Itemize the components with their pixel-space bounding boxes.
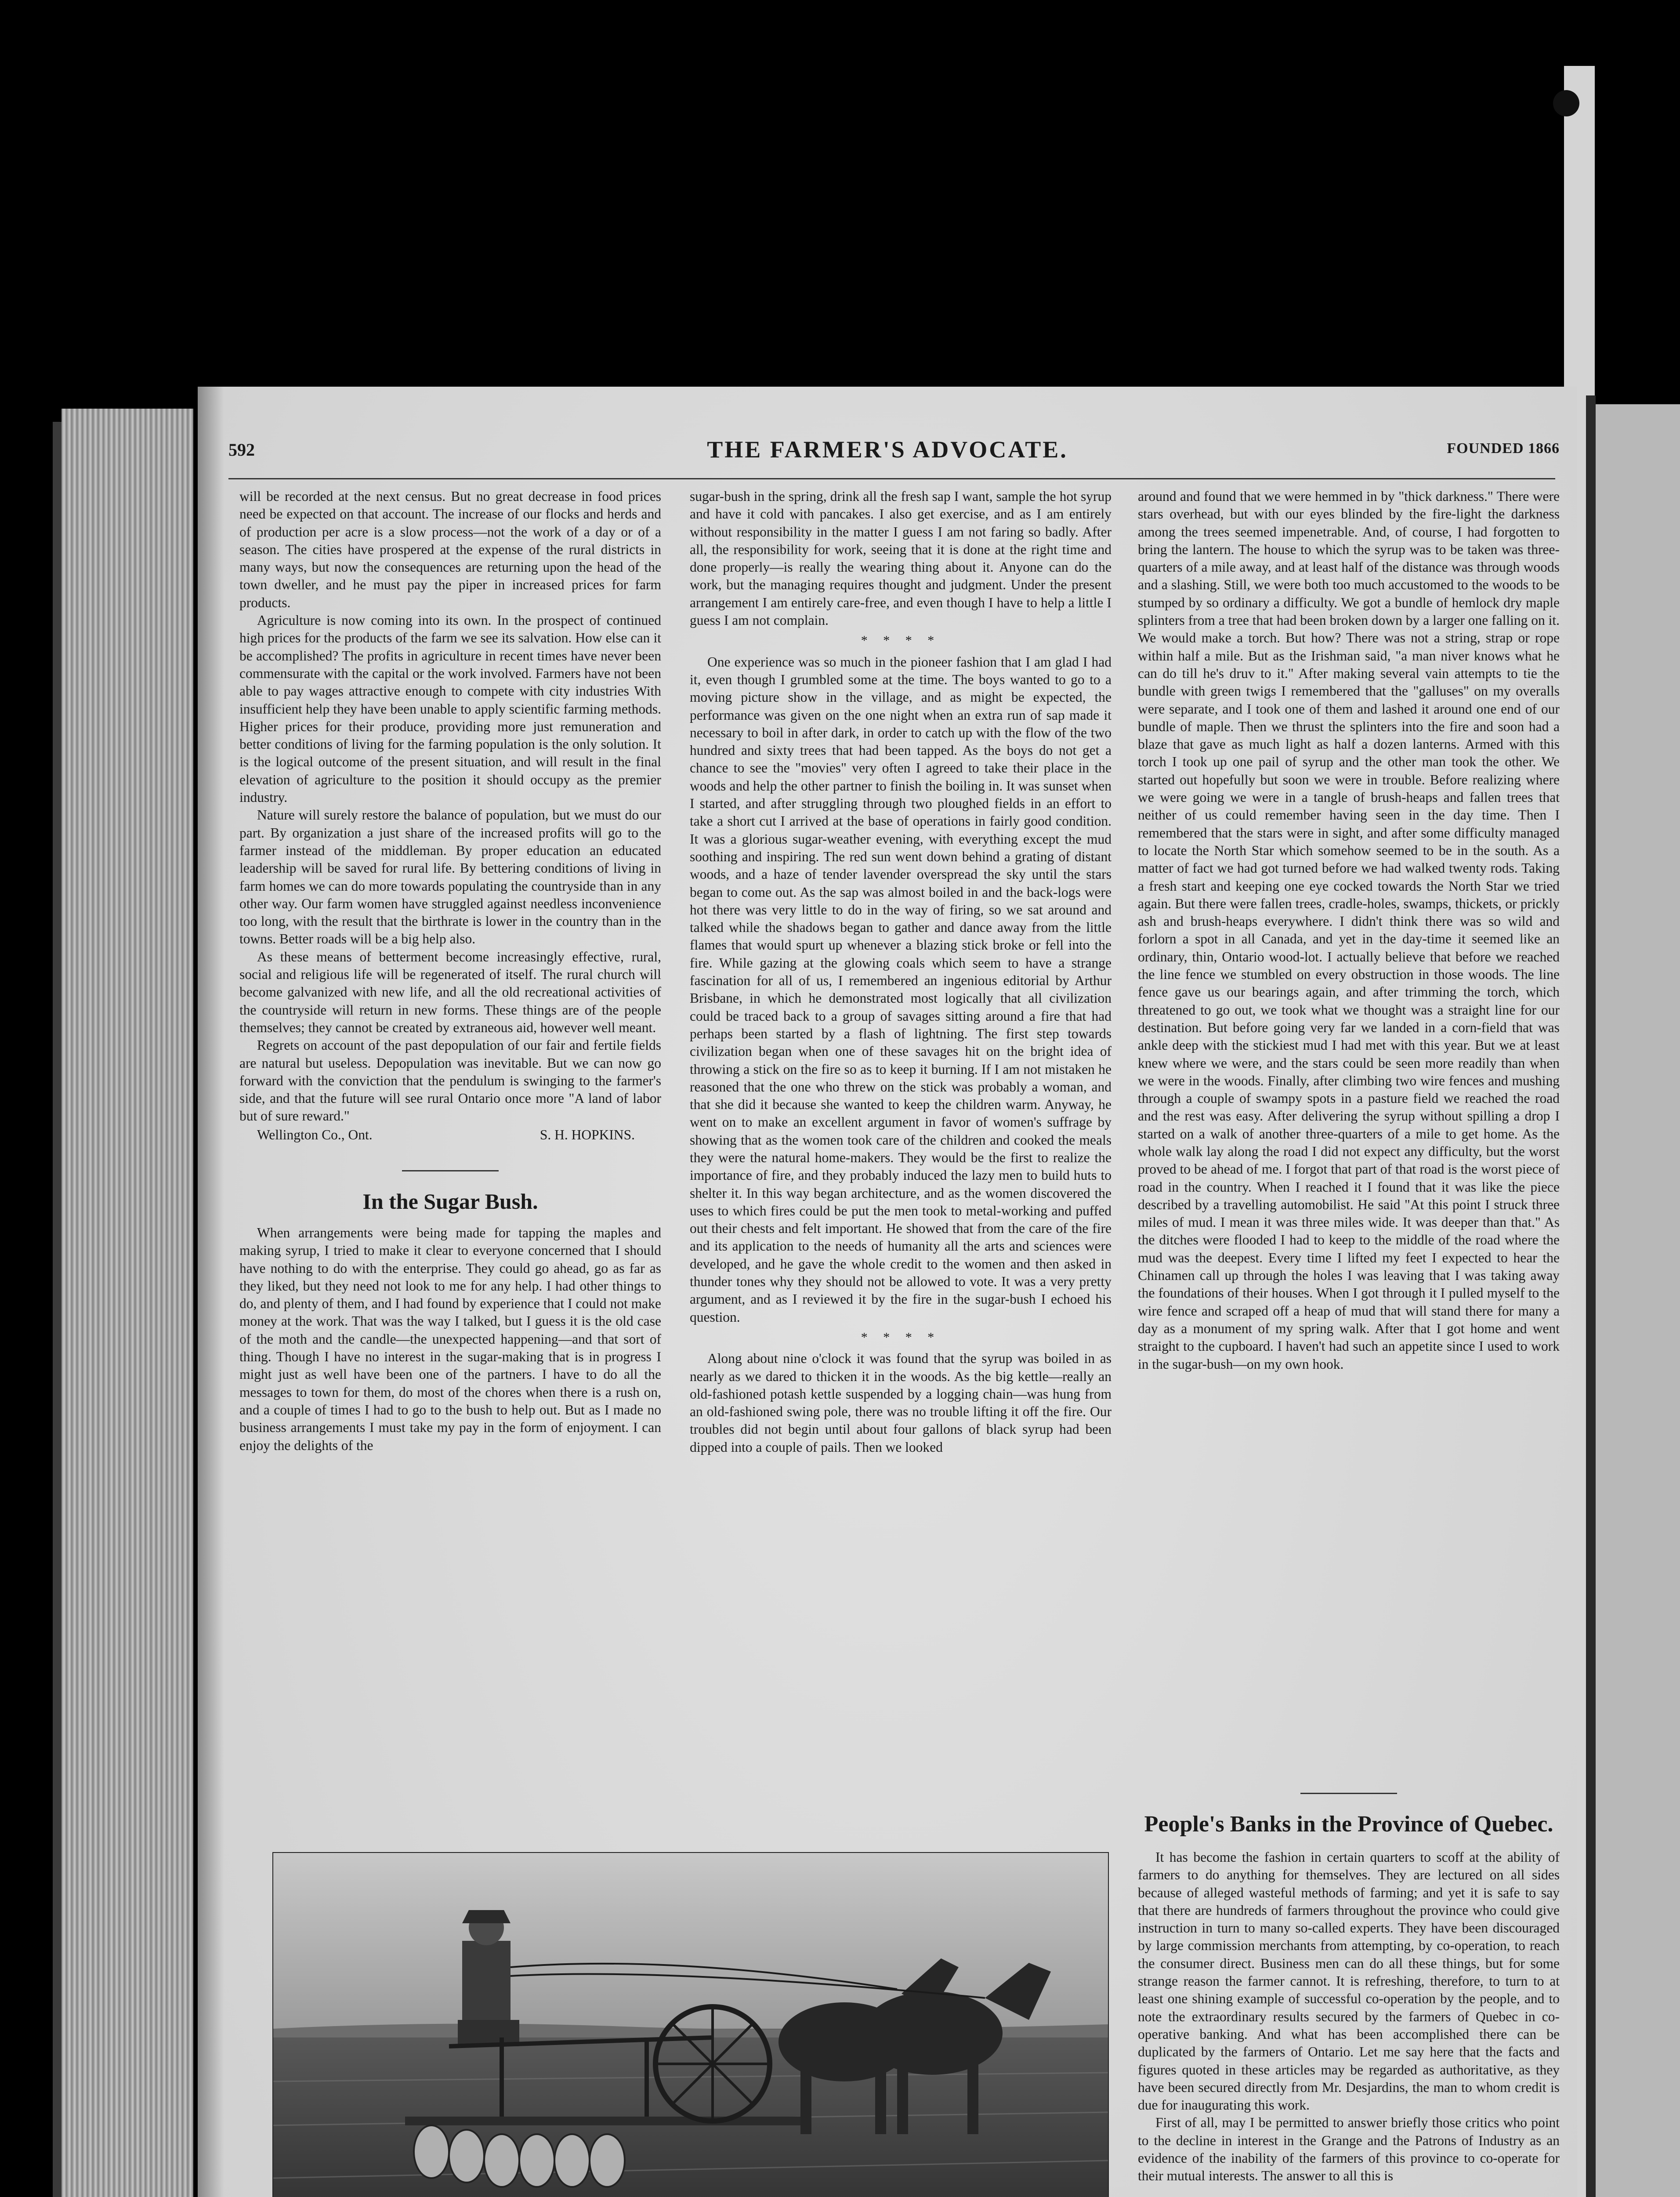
binding-shadow	[198, 387, 224, 2197]
paragraph: When arrangements were being made for tapping the maples and making syrup, I tried to make it clear to everyone concerned that I should have nothing to do with the enterprise. They could go ahead, go as far as they liked, but they need not look to me for any help. I had other things to do, and plenty of them, and I had found by experience that I could not make money at the work. That was the way I talked, but I guess it is the old case of the moth and the candle—the unexpected happening—and that sort of thing. Though I have no interest in the sugar-making that is in progress I might just as well have been one of the partners. I have to do all the messages to town for them, do most of the chores when there is a rush on, and a couple of times I had to go to the bush to help out. But as I made no business arrangements I must take my pay in the form of enjoyment. I can enjoy the delights of the	[239, 1225, 661, 1453]
header-rule	[228, 478, 1555, 479]
article-title-sugar-bush: In the Sugar Bush.	[362, 1189, 538, 1214]
page-number: 592	[228, 440, 255, 460]
paragraph: will be recorded at the next census. But no great decrease in food prices need be expected on that account. The increase of our flocks and herds and of production per acre is a slow process—not the work of a day or of a season. The cities have prospered at the expense of the rural districts in many ways, but now the consequences are returning upon the head of the town dweller, and he must pay the piper in increased prices for farm products.	[239, 489, 661, 610]
section-break: * * * *	[861, 1330, 941, 1345]
paragraph: Regrets on account of the past depopulation of our fair and fertile fields are natural but useless. Depopulation was inevitable. But we can now go forward with the conviction that the pendulum is swinging to the farmer's side, and that the future will see rural Ontario once more "A land of labor but of sure reward."	[239, 1037, 661, 1124]
byline-author: S. H. HOPKINS.	[539, 1127, 635, 1142]
paragraph: around and found that we were hemmed in by "thick darkness." There were stars overhead, but with our eyes blinded by the fire-light the darkness among the trees seemed impenetrable. And, of course, I had forgotten to bring the lantern. The house to which the syrup was to be taken was three-quarters of a mile away, and at least half of the distance was through woods and a slashing. Still, we were both too much accustomed to the woods to be stumped by so ordinary a difficulty. We got a bundle of hemlock dry maple splinters from a tree that had been broken down by a larger one falling on it. We would make a torch. But how? There was not a string, strap or rope within half a mile. But as the Irishman said, "a man niver knows what he can do till he's druv to it." After making several vain attempts to tie the bundle with green twigs I remembered that the "galluses" on my overalls were separate, and I took one of them and lashed it around one end of our bundle of maple. Then we thrust the splinters into the fire and soon had a blaze that gave as much light as half a dozen lanterns. Armed with this torch I took up one pail of syrup and the other man took the other. We started out hopefully but soon we were in trouble. Before realizing where we were going we were in a tangle of brush-heaps and fallen trees that neither of us could remember having seen in the day time. Then I remembered that the stars were in sight, and after some difficulty managed to locate the North Star which somehow seemed to be in the south. As a matter of fact we had got turned before we had walked twenty rods. Taking a fresh start and keeping one eye cocked towards the North Star we tried again. But there were fallen trees, cradle-holes, swamps, thickets, or prickly ash and brush-heaps everywhere. I didn't think there was so wild and forlorn a spot in all Canada, and yet in the day-time it seemed like an ordinary, thin, Ontario wood-lot. I actually believe that before we reached the line fence we stumbled on every obstruction in those woods. The line fence gave us our bearings again, and after trimming the torch, which threatened to go out, we took what we thought was a straight line for our destination. But before going very far we landed in a corn-field that was ankle deep with the stickiest mud I had met with this year. But we at least knew where we were, and the stars could be seen more readily than when we were in the woods. Finally, after climbing two wire fences and mushing through a couple of swampy spots in a pasture field we reached the road and the rest was easy. After delivering the syrup without spilling a drop I started on a walk of another three-quarters of a mile to get home. As the whole walk lay along the road I did not expect any difficulty, but the worst proved to be ahead of me. I forgot that part of that road is the worst piece of road in the country. When I reached it I found that it was like the piece described by a travelling automobilist. He said "At this point I struck three miles of mud. I mean it was three miles wide. It was deeper than that." As the ditches were flooded I had to keep to the middle of the road where the mud was the deepest. Every time I lifted my feet I expected to hear the Chinamen call up through the holes I was leaving that I was taking away the foundations of their houses. When I got through it I pulled myself to the wire fence and scraped off a heap of mud that will stand there for many a day as a monument of my spring walk. After that I got home and went straight to the cupboard. I haven't had such an appetite since I used to work in the sugar-bush—on my own hook.	[1138, 489, 1560, 1372]
section-divider	[1300, 1793, 1397, 1794]
paragraph: First of all, may I be permitted to answer briefly those critics who point to the decline in interest in the Grange and the Patrons of Industry as an evidence of the inability of the farmers of this province to co-operate for their mutual interests. The answer to all this is	[1138, 2115, 1560, 2184]
paragraph: Along about nine o'clock it was found that the syrup was boiled in as nearly as we dared to thicken it in the woods. As the big kettle—really an old-fashioned potash kettle suspended by a logging chain—was hung from an old-fashioned swing pole, there was no trouble lifting it off the fire. Our troubles did not begin until about four gallons of black syrup had been dipped into a couple of pails. Then we looked	[690, 1351, 1112, 1455]
page-header	[228, 436, 1577, 470]
paragraph: It has become the fashion in certain quarters to scoff at the ability of farmers to do anything for themselves. They are lectured on all sides because of alleged wasteful methods of farming; and yet it is safe to say that there are hundreds of farmers throughout the province who could give instruction in turn to many so-called experts. They have been discouraged by large commission merchants from attempting, by co-operation, to reach the consumer direct. Business men can do all these things, but for some strange reason the farmer cannot. It is refreshing, therefore, to turn to at least one shining example of successful co-operation by the people, and to note the extraordinary results secured by the farmers of Quebec in co-operative banking. And what has been accomplished there can be duplicated by the farmers of Ontario. Let me say here that the facts and figures quoted in these articles may be regarded as authoritative, as they have been secured directly from Mr. Desjardins, the man to whom credit is due for inaugurating this work.	[1138, 1849, 1560, 2113]
paragraph: One experience was so much in the pioneer fashion that I am glad I had it, even though I grumbled some at the time. The boys wanted to go to a moving picture show in the village, and as might be expected, the performance was given on the one night when an extra run of sap made it necessary to boil in after dark, in order to catch up with the flow of the two hundred and sixty trees that had been tapped. As the boys do not get a chance to see the "movies" very often I agreed to take their place in the woods and help the other partner to finish the boiling in. It was sunset when I started, and after struggling through two ploughed fields in an effort to take a short cut I arrived at the base of operations in fairly good condition. It was a glorious sugar-weather evening, with everything except the mud soothing and inspiring. The red sun went down behind a grating of distant woods, and a haze of tender lavender overspread the sky until the stars began to come out. As the sap was almost boiled in and the back-logs were hot there was very little to do in the way of firing, so we sat around and talked while the shadows began to gather and dance away from the little flames that would spurt up whenever a blazing stick broke or fell into the fire. While gazing at the glowing coals which seem to have a strange fascination for all of us, I remembered an ingenious editorial by Arthur Brisbane, in which he demonstrated most logically that all civilization could be traced back to a group of savages sitting around a fire that had perhaps been started by a flash of lightning. The first step towards civilization began when one of these savages hit on the bright idea of throwing a stick on the fire so as to keep it burning. If I am not mistaken he reasoned that the one who threw on the stick was probably a woman, and that she did it because she wanted to keep the children warm. Anyway, he went on to make an excellent argument in favor of women's suffrage by showing that as the women took care of the children and cooked the meals they were the natural home-makers. They would be the first to realize the importance of fire, and they probably induced the lazy men to build huts to shelter it. In this way began architecture, and as the women discovered the uses to which fires could be put the men took to metal-working and puffed out their chests and felt important. He showed that from the care of the fire and its application to the needs of humanity all the arts and sciences were developed, and he gave the whole credit to the women and then asked in thunder tones why they should not be allowed to vote. It was a very pretty argument, and as I reviewed it by the fire in the sugar-bush I echoed his question.	[690, 654, 1112, 1325]
founded-label: FOUNDED 1866	[1447, 440, 1560, 457]
article-peoples-banks	[1138, 1793, 1560, 2185]
newspaper-page	[198, 387, 1577, 2197]
column-1	[239, 488, 661, 1454]
byline	[239, 1126, 661, 1144]
book-page-stack-left	[62, 409, 193, 2197]
column-3	[1138, 488, 1560, 1373]
article-title-peoples-banks: People's Banks in the Province of Quebec.	[1144, 1812, 1553, 1837]
binding-hole	[1553, 90, 1579, 116]
column-2	[690, 488, 1112, 1456]
section-divider	[402, 1170, 499, 1171]
adjacent-page-right	[1593, 404, 1680, 2197]
paragraph: As these means of betterment become increasingly effective, rural, social and religious life will be regenerated of itself. The rural church will become galvanized with new life, and all the old recreational activities of the countryside will return in new forms. These things are of the people themselves; they cannot be created by extraneous aid, however well meant.	[239, 949, 661, 1035]
paragraph: sugar-bush in the spring, drink all the fresh sap I want, sample the hot syrup and have it cold with pancakes. I also get exercise, and as I am entirely without responsibility in the matter I guess I am not faring so badly. After all, the responsibility for work, seeing that it is done at the right time and done properly—is really the wearing thing about it. Anyone can do the work, but the managing requires thought and judgment. Under the present arrangement I am entirely care-free, and even though I have to help a little I guess I am not complain.	[690, 489, 1112, 628]
book-gutter	[1586, 395, 1596, 2197]
paragraph: Nature will surely restore the balance of population, but we must do our part. By organization a just share of the increased profits will go to the farmer instead of the middleman. By proper education an educated leadership will be saved for rural life. By bettering conditions of living in farm homes we can do more towards populating the countryside than in any other way. Our farm women have struggled against needless inconvenience too long, with the result that the birthrate is lower in the country than in the towns. Better roads will be a big help also.	[239, 807, 661, 947]
section-break: * * * *	[861, 633, 941, 648]
masthead-title: THE FARMER'S ADVOCATE.	[707, 436, 1068, 463]
paragraph: Agriculture is now coming into its own. In the prospect of continued high prices for the products of the farm we see its salvation. How else can it be accomplished? The profits in agriculture in recent times have never been commensurate with the capital or the work involved. Farmers have not been able to pay wages attractive enough to compete with city industries With insufficient help they have been unable to apply scientific farming methods. Higher prices for their produce, providing more just remuneration and better conditions of living for the farming population is the only solution. It is the logical outcome of the present situation, and will result in the final elevation of agriculture to the position it should occupy as the premier industry.	[239, 613, 661, 805]
byline-place: Wellington Co., Ont.	[257, 1127, 373, 1142]
farm-photograph	[272, 1852, 1109, 2197]
